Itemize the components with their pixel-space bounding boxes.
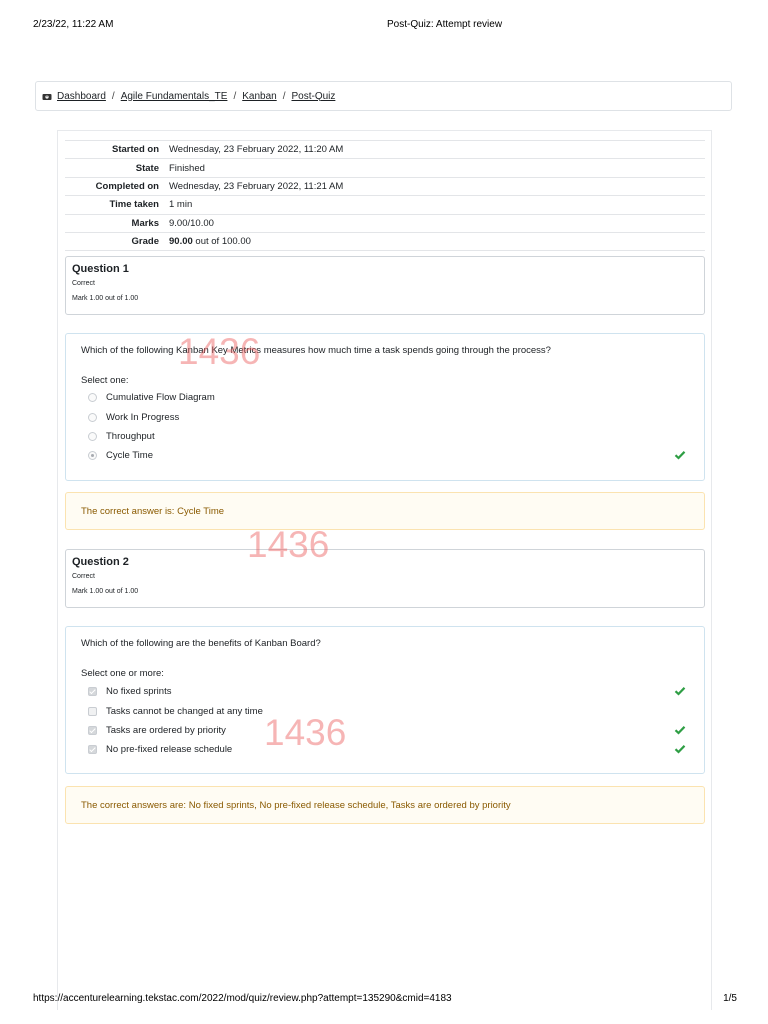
summary-value: Wednesday, 23 February 2022, 11:21 AM xyxy=(169,177,705,195)
correct-check-icon xyxy=(674,725,686,735)
answer-label: Cycle Time xyxy=(106,450,153,461)
answer-prompt: Select one or more: xyxy=(81,668,164,679)
radio-button[interactable] xyxy=(88,413,97,422)
correct-check-icon xyxy=(674,686,686,696)
correct-answer-text: The correct answers are: No fixed sprints, No pre-fixed release schedule, Tasks are ordered by priority xyxy=(81,799,511,811)
breadcrumb xyxy=(35,81,732,111)
summary-row-started xyxy=(65,141,705,159)
checkbox[interactable] xyxy=(88,707,97,716)
answer-option[interactable] xyxy=(88,431,692,442)
answer-label: Work In Progress xyxy=(106,412,180,423)
answer-label: Throughput xyxy=(106,431,155,442)
answer-option[interactable] xyxy=(88,450,692,461)
watermark: 1436 xyxy=(247,524,330,565)
summary-label: Completed on xyxy=(65,177,169,195)
answer-label: Tasks cannot be changed at any time xyxy=(106,706,263,717)
grade-value: 90.00 xyxy=(169,236,193,248)
answer-option[interactable] xyxy=(88,412,692,423)
answer-label: Cumulative Flow Diagram xyxy=(106,392,215,403)
breadcrumb-separator: / xyxy=(282,90,286,102)
radio-button-selected[interactable] xyxy=(88,451,97,460)
answer-label: No pre-fixed release schedule xyxy=(106,744,233,755)
page-url: https://accenturelearning.tekstac.com/2022/mod/quiz/review.php?attempt=135290&cmid=4183 xyxy=(33,993,452,1004)
correct-check-icon xyxy=(674,744,686,754)
summary-label: State xyxy=(65,159,169,177)
grade-out-of: out of 100.00 xyxy=(192,236,251,248)
question-state: Correct xyxy=(72,573,95,580)
breadcrumb-dashboard[interactable]: Dashboard xyxy=(57,90,106,102)
summary-label: Marks xyxy=(65,214,169,232)
answer-label: Tasks are ordered by priority xyxy=(106,725,226,736)
breadcrumb-separator: / xyxy=(111,90,115,102)
radio-button[interactable] xyxy=(88,432,97,441)
breadcrumb-separator: / xyxy=(233,90,237,102)
dashboard-icon xyxy=(42,91,52,101)
answer-option[interactable] xyxy=(88,744,692,755)
answer-option[interactable] xyxy=(88,706,692,717)
summary-row-state xyxy=(65,159,705,177)
summary-row-marks xyxy=(65,214,705,232)
answer-option[interactable] xyxy=(88,725,692,736)
answer-option[interactable] xyxy=(88,392,692,403)
summary-label: Started on xyxy=(65,141,169,159)
question-grade: Mark 1.00 out of 1.00 xyxy=(72,295,139,302)
summary-label: Time taken xyxy=(65,196,169,214)
question-number: Question 2 xyxy=(72,556,129,568)
question-state: Correct xyxy=(72,280,95,287)
print-datetime: 2/23/22, 11:22 AM xyxy=(33,19,114,30)
checkbox-checked[interactable] xyxy=(88,687,97,696)
watermark: 1436 xyxy=(264,712,347,753)
attempt-summary-table xyxy=(65,140,705,251)
summary-value: Wednesday, 23 February 2022, 11:20 AM xyxy=(169,141,705,159)
watermark: 1436 xyxy=(178,331,261,372)
print-header xyxy=(0,19,768,33)
summary-label: Grade xyxy=(65,232,169,250)
answer-prompt: Select one: xyxy=(81,375,129,386)
checkbox-checked[interactable] xyxy=(88,726,97,735)
summary-row-grade xyxy=(65,232,705,250)
correct-check-icon xyxy=(674,450,686,460)
page-number: 1/5 xyxy=(723,993,737,1004)
summary-row-time-taken xyxy=(65,196,705,214)
question-1-formulation xyxy=(65,333,705,481)
breadcrumb-quiz[interactable]: Post-Quiz xyxy=(291,90,336,102)
breadcrumb-course[interactable]: Agile Fundamentals_TE xyxy=(120,90,228,102)
question-2-info xyxy=(65,549,705,608)
summary-value: Finished xyxy=(169,159,705,177)
print-title: Post-Quiz: Attempt review xyxy=(387,19,503,30)
question-text: Which of the following are the benefits of Kanban Board? xyxy=(81,638,321,649)
answer-option[interactable] xyxy=(88,686,692,697)
question-1-feedback xyxy=(65,492,705,530)
summary-row-completed xyxy=(65,177,705,195)
summary-value: 9.00/10.00 xyxy=(169,214,705,232)
question-2-formulation xyxy=(65,626,705,774)
breadcrumb-section[interactable]: Kanban xyxy=(242,90,277,102)
question-text: Which of the following Kanban Key Metrics measures how much time a task spends going through the process? xyxy=(81,345,551,356)
checkbox-checked[interactable] xyxy=(88,745,97,754)
question-2-feedback xyxy=(65,786,705,824)
summary-value xyxy=(169,232,705,250)
question-grade: Mark 1.00 out of 1.00 xyxy=(72,588,139,595)
summary-value: 1 min xyxy=(169,196,705,214)
print-footer xyxy=(0,993,768,1007)
radio-button[interactable] xyxy=(88,393,97,402)
question-1-info xyxy=(65,256,705,315)
question-number: Question 1 xyxy=(72,263,129,275)
correct-answer-text: The correct answer is: Cycle Time xyxy=(81,505,225,517)
answer-label: No fixed sprints xyxy=(106,686,172,697)
